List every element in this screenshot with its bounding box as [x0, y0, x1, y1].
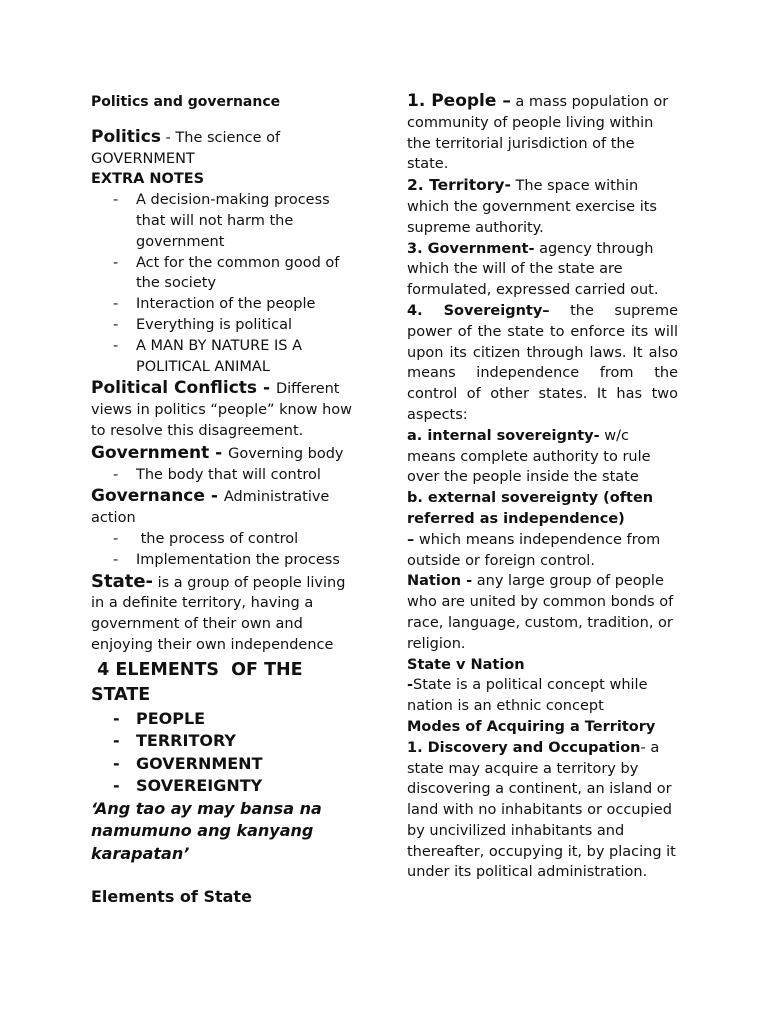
state-v-nation-definition: -State is a political concept while nation is an ethnic concept [407, 677, 648, 715]
list-item: - SOVEREIGNTY [91, 775, 361, 798]
government-term: Government - [91, 442, 229, 463]
elements-of-state-heading: Elements of State [91, 887, 252, 907]
government-element-term: 3. Government- [407, 240, 535, 257]
elements-heading: 4 ELEMENTS OF THE STATE [91, 659, 309, 705]
external-sovereignty-term: b. external sovereignty (often referred as independence) [407, 490, 654, 527]
government-element-definition: 3. Government- agency through which the will of the state are formulated, expressed carried out. [407, 240, 659, 299]
political-conflicts-definition: Political Conflicts - Different views in politics “people” know how to resolve this disagreement. [91, 378, 352, 439]
elements-list [91, 708, 361, 798]
government-definition: Government - Governing body [91, 442, 344, 463]
people-definition: 1. People – a mass population or community of people living within the territorial jurisdiction of the state. [407, 91, 669, 173]
political-conflicts-term: Political Conflicts - [91, 378, 276, 399]
sovereignty-definition: 4. Sovereignty– the supreme power of the state to enforce its will upon its citizen through laws. It also means independence from the control of other states. It has two aspects: [407, 302, 678, 423]
territory-definition: 2. Territory- The space within which the government exercise its supreme authority. [407, 176, 657, 236]
list-item: - A decision-making process that will not harm the government [91, 190, 361, 252]
state-definition: State- is a group of people living in a definite territory, having a government of their own and enjoying their own independence [91, 570, 346, 653]
list-item: - A MAN BY NATURE IS A POLITICAL ANIMAL [91, 336, 361, 378]
external-sovereignty-definition: – which means independence from outside or foreign control. [407, 531, 661, 569]
sovereignty-term: 4. Sovereignty– [407, 302, 550, 319]
discovery-term: 1. Discovery and Occupation [407, 739, 641, 756]
list-item: - TERRITORY [91, 730, 361, 753]
governance-list [91, 529, 361, 571]
list-item: - Everything is political [91, 315, 361, 336]
external-sovereignty-heading [407, 488, 678, 530]
nation-definition: Nation - any large group of people who are united by common bonds of race, language, custom, tradition, or religion. [407, 573, 674, 652]
nation-term: Nation - [407, 573, 473, 590]
list-item: - Act for the common good of the society [91, 253, 361, 295]
list-item: - PEOPLE [91, 708, 361, 731]
left-column [91, 88, 361, 908]
governance-definition: Governance - Administrative action [91, 486, 330, 527]
territory-term: 2. Territory- [407, 176, 511, 195]
internal-sovereignty-term: a. internal sovereignty- [407, 427, 600, 444]
list-item: - The body that will control [91, 465, 361, 486]
extra-notes-list [91, 190, 361, 377]
modes-heading: Modes of Acquiring a Territory [407, 718, 656, 735]
state-term: State- [91, 570, 153, 592]
list-item: - GOVERNMENT [91, 753, 361, 776]
state-v-nation-heading: State v Nation [407, 656, 525, 673]
document-title: Politics and governance [91, 94, 281, 110]
people-term: 1. People – [407, 91, 511, 111]
list-item: - the process of control [91, 529, 361, 550]
politics-term: Politics [91, 126, 161, 147]
politics-def: - The science of GOVERNMENT [91, 129, 281, 167]
right-column [407, 88, 678, 883]
governance-term: Governance - [91, 486, 224, 507]
extra-notes-heading: EXTRA NOTES [91, 171, 205, 188]
government-list [91, 465, 361, 486]
internal-sovereignty-definition: a. internal sovereignty- w/c means complete authority to rule over the people inside the state [407, 427, 651, 486]
list-item: - Implementation the process [91, 550, 361, 571]
tagalog-quote: ‘Ang tao ay may bansa na namumuno ang kanyang karapatan’ [91, 798, 322, 863]
discovery-definition: 1. Discovery and Occupation- a state may acquire a territory by discovering a continent, an island or land with no inhabitants or occupied by uncivilized inhabitants and thereafter, occupying it, by placing it under its political administration. [407, 739, 676, 881]
politics-definition [91, 127, 361, 170]
list-item: - Interaction of the people [91, 294, 361, 315]
